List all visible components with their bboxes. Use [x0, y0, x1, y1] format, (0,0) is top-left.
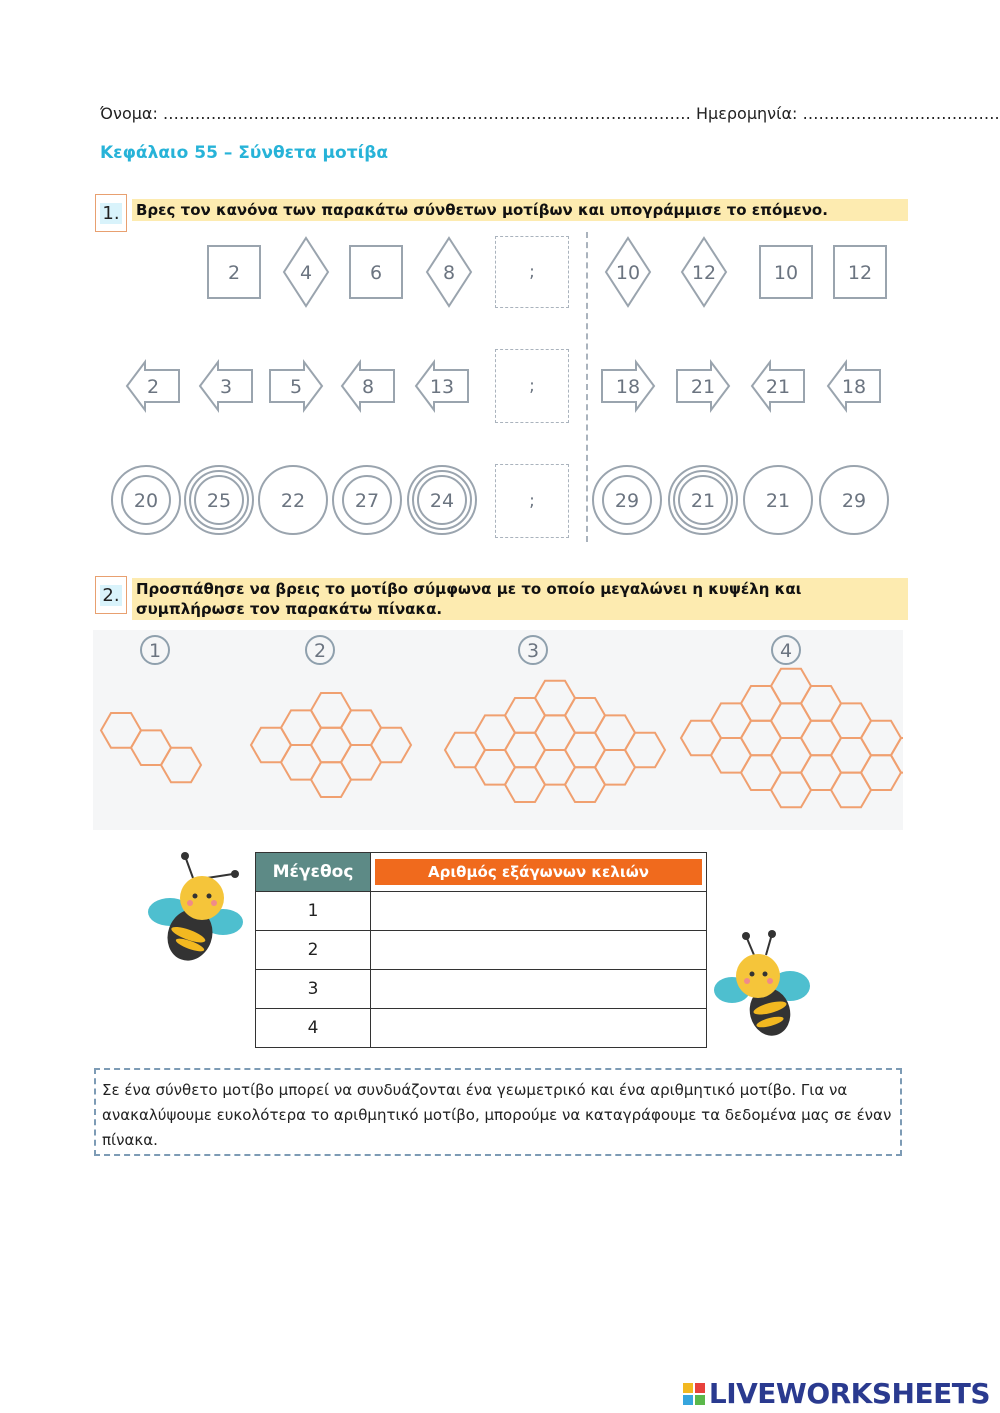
- table-header-cells: Αριθμός εξάγωνων κελιών: [371, 853, 707, 892]
- pattern-number: 12: [847, 262, 873, 284]
- pattern-number: 4: [299, 262, 313, 284]
- pattern-number: 10: [773, 262, 799, 284]
- pattern-number: 2: [146, 376, 160, 398]
- info-note: Σε ένα σύνθετο μοτίβο μπορεί να συνδυάζονται ένα γεωμετρικό και ένα αριθμητικό μοτίβο. Για να ανακαλύψουμε ευκολότερα το αριθμητικό μοτίβο, μπορούμε να καταγράφουμε τα δεδομένα μας σε έναν πίνακα.: [94, 1068, 902, 1156]
- pattern-number: 20: [133, 490, 159, 512]
- table-row-size: 1: [256, 892, 371, 931]
- table-row-size: 2: [256, 931, 371, 970]
- question-1-number: 1.: [95, 194, 127, 232]
- answer-cell-1[interactable]: [371, 892, 707, 931]
- answer-cell-4[interactable]: [371, 1009, 707, 1048]
- pattern-number: 29: [841, 490, 867, 512]
- honeycomb-stages: [93, 630, 903, 830]
- question-2-text: Προσπάθησε να βρεις το μοτίβο σύμφωνα με το οποίο μεγαλώνει η κυψέλη και συμπλήρωσε τον παρακάτω πίνακα.: [132, 578, 908, 620]
- name-date-line: Όνομα: ……………………………………………………………………………………… Ημερομηνία: ……………………………….: [100, 104, 1000, 123]
- pattern-number: 27: [354, 490, 380, 512]
- pattern-number: 2: [227, 262, 241, 284]
- logo-icon: [683, 1383, 705, 1405]
- row2-blank[interactable]: ;: [495, 349, 569, 423]
- table-row-size: 4: [256, 1009, 371, 1048]
- liveworksheets-logo: LIVEWORKSHEETS: [683, 1377, 990, 1410]
- pattern-number: 3: [219, 376, 233, 398]
- pattern-number: 25: [206, 490, 232, 512]
- pattern-number: 8: [361, 376, 375, 398]
- pattern-number: 18: [615, 376, 641, 398]
- pattern-number: 22: [280, 490, 306, 512]
- table-header-size: Μέγεθος: [256, 853, 371, 892]
- answer-cell-3[interactable]: [371, 970, 707, 1009]
- stage-number: 1: [148, 640, 162, 662]
- question-1-text: Βρες τον κανόνα των παρακάτω σύνθετων μοτίβων και υπογράμμισε το επόμενο.: [132, 199, 908, 221]
- pattern-number: 21: [690, 490, 716, 512]
- answer-cell-2[interactable]: [371, 931, 707, 970]
- bee-left-icon: [145, 850, 245, 965]
- pattern-divider: [586, 232, 588, 542]
- pattern-number: 24: [429, 490, 455, 512]
- bee-right-icon: [712, 930, 812, 1040]
- stage-number: 3: [526, 640, 540, 662]
- pattern-number: 5: [289, 376, 303, 398]
- row3-blank[interactable]: ;: [495, 464, 569, 538]
- pattern-number: 13: [429, 376, 455, 398]
- pattern-number: 29: [614, 490, 640, 512]
- pattern-number: 18: [841, 376, 867, 398]
- table-row-size: 3: [256, 970, 371, 1009]
- chapter-title: Κεφάλαιο 55 – Σύνθετα μοτίβα: [100, 143, 389, 163]
- pattern-number: 21: [765, 490, 791, 512]
- question-2-number: 2.: [95, 576, 127, 614]
- pattern-number: 8: [442, 262, 456, 284]
- pattern-number: 21: [765, 376, 791, 398]
- pattern-number: 12: [691, 262, 717, 284]
- pattern-number: 6: [369, 262, 383, 284]
- stage-number: 2: [313, 640, 327, 662]
- pattern-number: 21: [690, 376, 716, 398]
- row1-blank[interactable]: ;: [495, 236, 569, 308]
- stage-number: 4: [779, 640, 793, 662]
- pattern-number: 10: [615, 262, 641, 284]
- cells-table: [255, 852, 707, 1048]
